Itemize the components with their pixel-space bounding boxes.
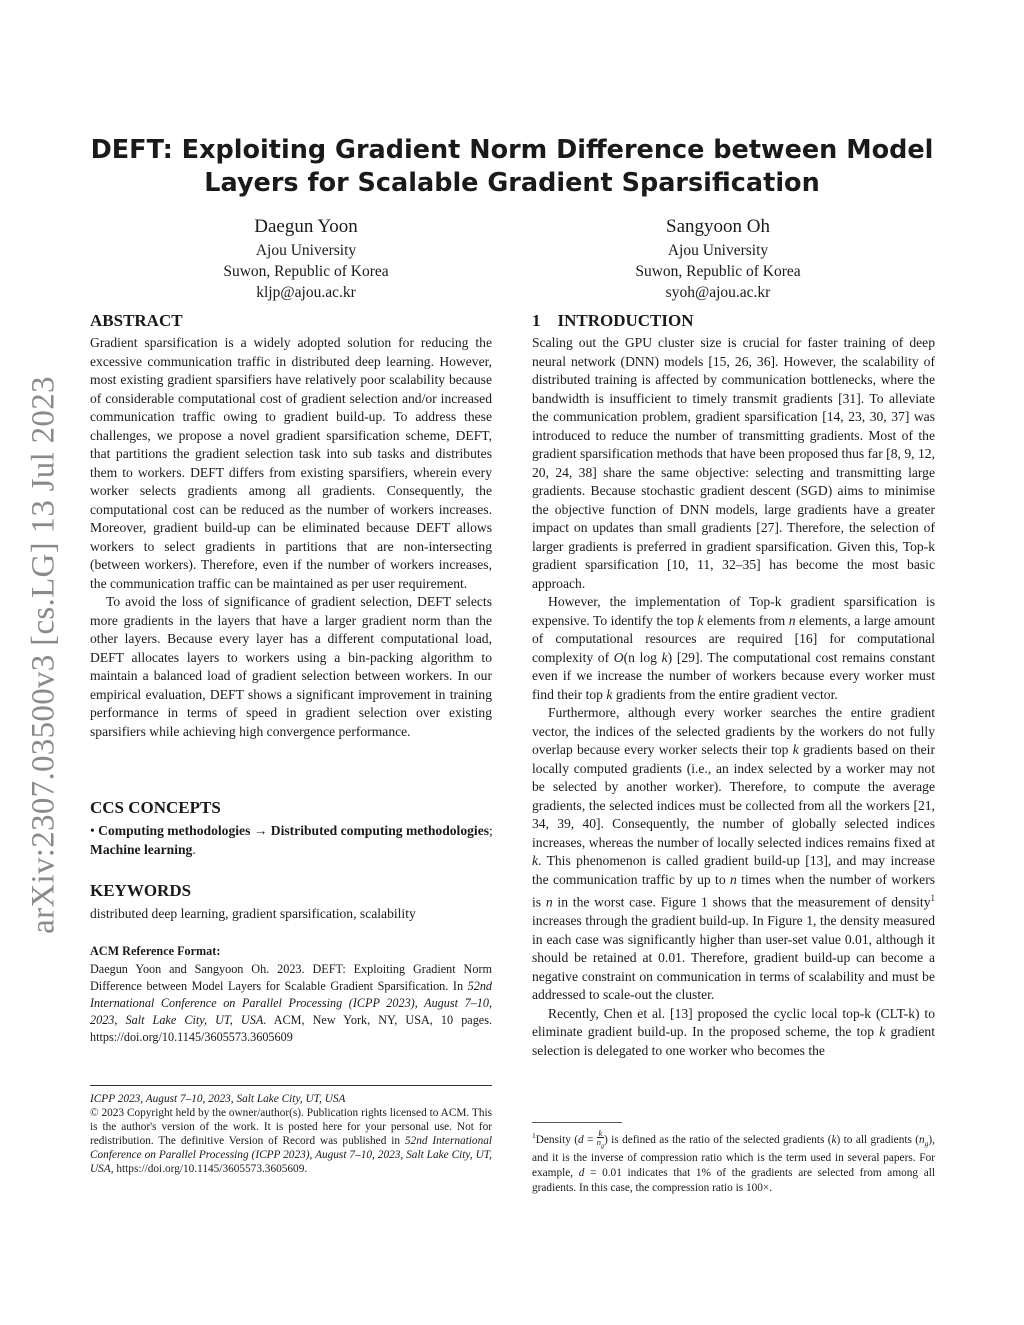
right-footnote-rule <box>532 1122 622 1123</box>
ccs-separator: ; <box>489 823 493 838</box>
ccs-concept-ml: Machine learning <box>90 841 193 857</box>
author-email[interactable]: kljp@ajou.ac.kr <box>256 284 356 301</box>
paper-title <box>90 134 934 200</box>
abstract-heading: ABSTRACT <box>90 311 183 330</box>
author-location: Suwon, Republic of Korea <box>223 263 389 280</box>
author-name: Sangyoon Oh <box>666 216 770 237</box>
acm-ref-heading: ACM Reference Format: <box>90 944 221 958</box>
author-block-1 <box>176 214 436 303</box>
ccs-end: . <box>192 841 196 857</box>
intro-heading <box>532 311 694 331</box>
keywords-text: distributed deep learning, gradient sparsification, scalability <box>90 906 416 921</box>
acm-ref-authors: Daegun Yoon and Sangyoon Oh. 2023. DEFT: Exploiting Gradient Norm Difference between Model Layers for Scalable Gradient Sparsification. In <box>90 962 492 993</box>
title-line-1: DEFT: Exploiting Gradient Norm Difference between Model <box>90 135 934 165</box>
intro-body <box>532 334 935 1060</box>
intro-paragraph-3: Furthermore, although every worker searches the entire gradient vector, the indices of the selected gradients by the workers do not fully overlap because every worker selects their top k gradients based on their locally computed gradients (i.e., an index selected by a worker may not be selected by another worker). Therefore, to compute the average gradients, the selected indices must be collected from all the workers [21, 34, 39, 40]. Consequently, the number of globally selected indices increases, whereas the number of locally selected indices remains fixed at k. This phenomenon is called gradient build-up [13], and may increase the communication traffic by up to n times when the number of workers is n in the worst case. Figure 1 shows that the measurement of density$^1$ increases through the gradient build-up. In Figure 1, the density measured in each case was significantly higher than user-set value 0.01, although it should be retained at 0.01. Therefore, gradient build-up can become a negative constraint on communication in terms of scalability and must be addressed to scale-out the cluster. <box>532 705 936 1003</box>
acm-ref-text <box>90 961 492 1046</box>
acm-ref-venue: 52nd International Conference on Parallel Processing (ICPP 2023), August 7–10, 2023, Salt Lake City, UT, USA <box>90 979 492 1027</box>
arxiv-identifier: arXiv:2307.03500v3 [cs.LG] 13 Jul 2023 <box>25 376 62 934</box>
author-affiliation: Ajou University <box>667 242 769 259</box>
abstract-paragraph-1: Gradient sparsification is a widely adopted solution for reducing the excessive communication traffic in distributed deep learning. However, most existing gradient sparsifiers have relatively poor scalability because of considerable computational cost of gradient selection and/or increased communication traffic owing to gradient build-up. To address these challenges, we propose a novel gradient sparsification scheme, DEFT, that partitions the gradient selection task into sub tasks and distributes them to workers. DEFT differs from existing sparsifiers, wherein every worker selects gradients among all gradients. Consequently, the computational cost can be reduced as the number of workers increases. Moreover, gradient build-up can be eliminated because DEFT allows workers to select gradients in partitions that are non-intersecting (between workers). Therefore, even if the number of workers increases, the communication traffic can be maintained as per user requirement. <box>90 335 492 591</box>
ccs-concepts <box>90 822 502 859</box>
copyright-footnote <box>90 1092 492 1176</box>
ccs-concept-distributed: Distributed computing methodologies <box>270 823 490 838</box>
intro-paragraph-2: However, the implementation of Top-k gradient sparsification is expensive. To identify the top k elements from n elements, a large amount of computational resources are required [16] for computational complexity of O(n log k) [29]. The computational cost remains constant even if we increase the number of workers because every worker must find their top k gradients from the entire gradient vector. <box>532 594 935 702</box>
intro-section-number: 1 <box>532 311 541 330</box>
author-name: Daegun Yoon <box>254 216 358 237</box>
intro-section-title: INTRODUCTION <box>557 311 694 330</box>
copyright-doi[interactable]: , https://doi.org/10.1145/3605573.3605609. <box>110 1163 308 1175</box>
copyright-venue: 52nd International Conference on Parallel Processing (ICPP 2023), August 7–10, 2023, Salt Lake City, UT, USA <box>90 1135 492 1175</box>
keywords-heading: KEYWORDS <box>90 881 192 900</box>
author-email[interactable]: syoh@ajou.ac.kr <box>665 284 771 301</box>
ccs-bullet: • <box>90 823 95 838</box>
author-block-2 <box>588 214 848 303</box>
intro-paragraph-4: Recently, Chen et al. [13] proposed the cyclic local top-k (CLT-k) to eliminate gradient build-up. In the proposed scheme, the top k gradient selection is delegated to one worker who becomes the <box>532 1005 935 1058</box>
author-location: Suwon, Republic of Korea <box>635 263 801 280</box>
abstract-paragraph-2: To avoid the loss of significance of gradient selection, DEFT selects more gradients in the layers that have a larger gradient norm than the other layers. Because every layer has a different computational load, DEFT allocates layers to workers using a bin-packing algorithm to maintain a balanced load of gradient selection between workers. In our empirical evaluation, DEFT shows a significant improvement in training performance in terms of speed in gradient selection over existing sparsifiers while achieving high convergence performance. <box>90 594 492 739</box>
arxiv-sidebar <box>0 0 90 1325</box>
ccs-concept-computing: Computing methodologies <box>98 823 251 838</box>
conference-name: ICPP 2023, August 7–10, 2023, Salt Lake City, UT, USA <box>90 1093 346 1105</box>
copyright-text: © 2023 Copyright held by the owner/author(s). Publication rights licensed to ACM. This is the author's version of the work. It is posted here for your personal use. Not for redistribution. The definitive Version of Record was published in <box>90 1107 492 1147</box>
title-line-2: Layers for Scalable Gradient Sparsification <box>204 168 820 198</box>
abstract-body <box>90 334 492 741</box>
density-footnote: $^1$Density (d = $\frac{k}{n_g}$ ) is defined as the ratio of the selected gradients (k) to all gradients $(n_g)$, and it is the inverse of compression ratio which is the term used in several papers. For example, d = 0.01 indicates that 1% of the gradients are selected from among all gradients. In this case, the compression ratio is 100×. <box>532 1128 936 1195</box>
acm-ref-doi[interactable]: . ACM, New York, NY, USA, 10 pages. https://doi.org/10.1145/3605573.3605609 <box>90 1013 492 1044</box>
conference-line <box>90 1092 492 1106</box>
ccs-heading: CCS CONCEPTS <box>90 798 221 817</box>
footnote-marker[interactable]: 1 <box>930 893 936 903</box>
footnote-rule <box>90 1085 492 1086</box>
ccs-arrow: → <box>253 823 268 838</box>
intro-paragraph-1: Scaling out the GPU cluster size is crucial for faster training of deep neural network (DNN) models [15, 26, 36]. However, the scalability of distributed training is affected by communication bottlenecks, where the bandwidth is insufficient to timely transmit gradients [31]. To alleviate the communication problem, gradient sparsification [14, 23, 30, 37] was introduced to reduce the number of transmitting gradients. Most of the gradient sparsification methods that have been proposed thus far [8, 9, 12, 20, 24, 38] share the same objective: selecting and transmitting large gradients. Because stochastic gradient descent (SGD) aims to minimise the objective function of DNN models, large gradients have a greater impact on updates than small gradients [27]. Therefore, the selection of larger gradients is preferred in gradient sparsification. Given this, Top-k gradient sparsification [10, 11, 32–35] has become the most basic approach. <box>532 335 935 591</box>
author-affiliation: Ajou University <box>255 242 357 259</box>
